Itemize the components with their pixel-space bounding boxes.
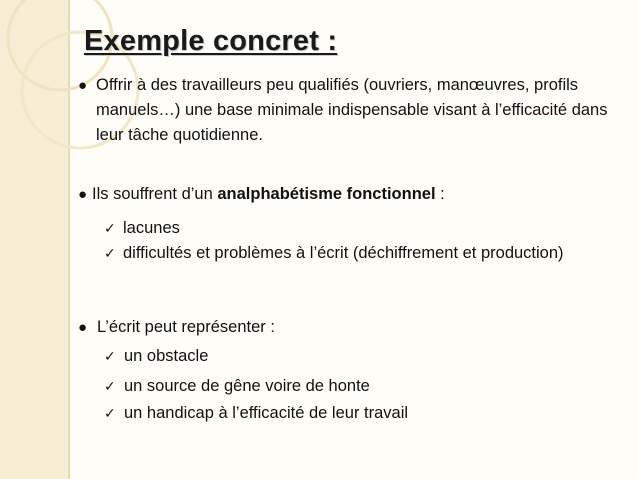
filled-circle-bullet-icon: ● — [78, 319, 88, 336]
filled-circle-bullet-icon: ● — [78, 186, 88, 203]
bullet-item-1 — [78, 73, 623, 148]
sub-item-text: un source de gêne voire de honte — [124, 377, 370, 395]
checkmark-icon: ✓ — [104, 405, 116, 421]
checkmark-icon: ✓ — [104, 245, 116, 261]
bullet-3-text: L’écrit peut représenter : — [97, 318, 275, 336]
checkmark-icon: ✓ — [104, 220, 116, 236]
sub-item-difficultes — [104, 241, 564, 266]
bullet-item-2 — [78, 182, 445, 207]
bullet-2-prefix: Ils souffrent d’un — [92, 185, 218, 203]
sub-item-gene — [104, 374, 370, 399]
bullet-2-suffix: : — [435, 185, 445, 203]
bullet-item-3 — [78, 315, 275, 340]
sub-item-lacunes — [104, 216, 180, 241]
sub-item-text: un handicap à l’efficacité de leur travail — [124, 404, 409, 422]
bullet-1-text: Offrir à des travailleurs peu qualifiés (ouvriers, manœuvres, profils manuels…) une base minimale indispensable visant à l’efficacité dans leur tâche quotidienne. — [96, 76, 608, 144]
bullet-2-emphasis: analphabétisme fonctionnel — [217, 185, 436, 203]
checkmark-icon: ✓ — [104, 348, 116, 364]
filled-circle-bullet-icon: ● — [78, 77, 88, 94]
sub-item-text: lacunes — [123, 219, 180, 237]
sub-item-handicap — [104, 401, 408, 426]
slide-title: Exemple concret : — [84, 25, 338, 57]
sub-item-text: difficultés et problèmes à l’écrit (déchiffrement et production) — [123, 244, 564, 262]
sub-item-obstacle — [104, 344, 208, 369]
checkmark-icon: ✓ — [104, 378, 116, 394]
sub-item-text: un obstacle — [124, 347, 209, 365]
